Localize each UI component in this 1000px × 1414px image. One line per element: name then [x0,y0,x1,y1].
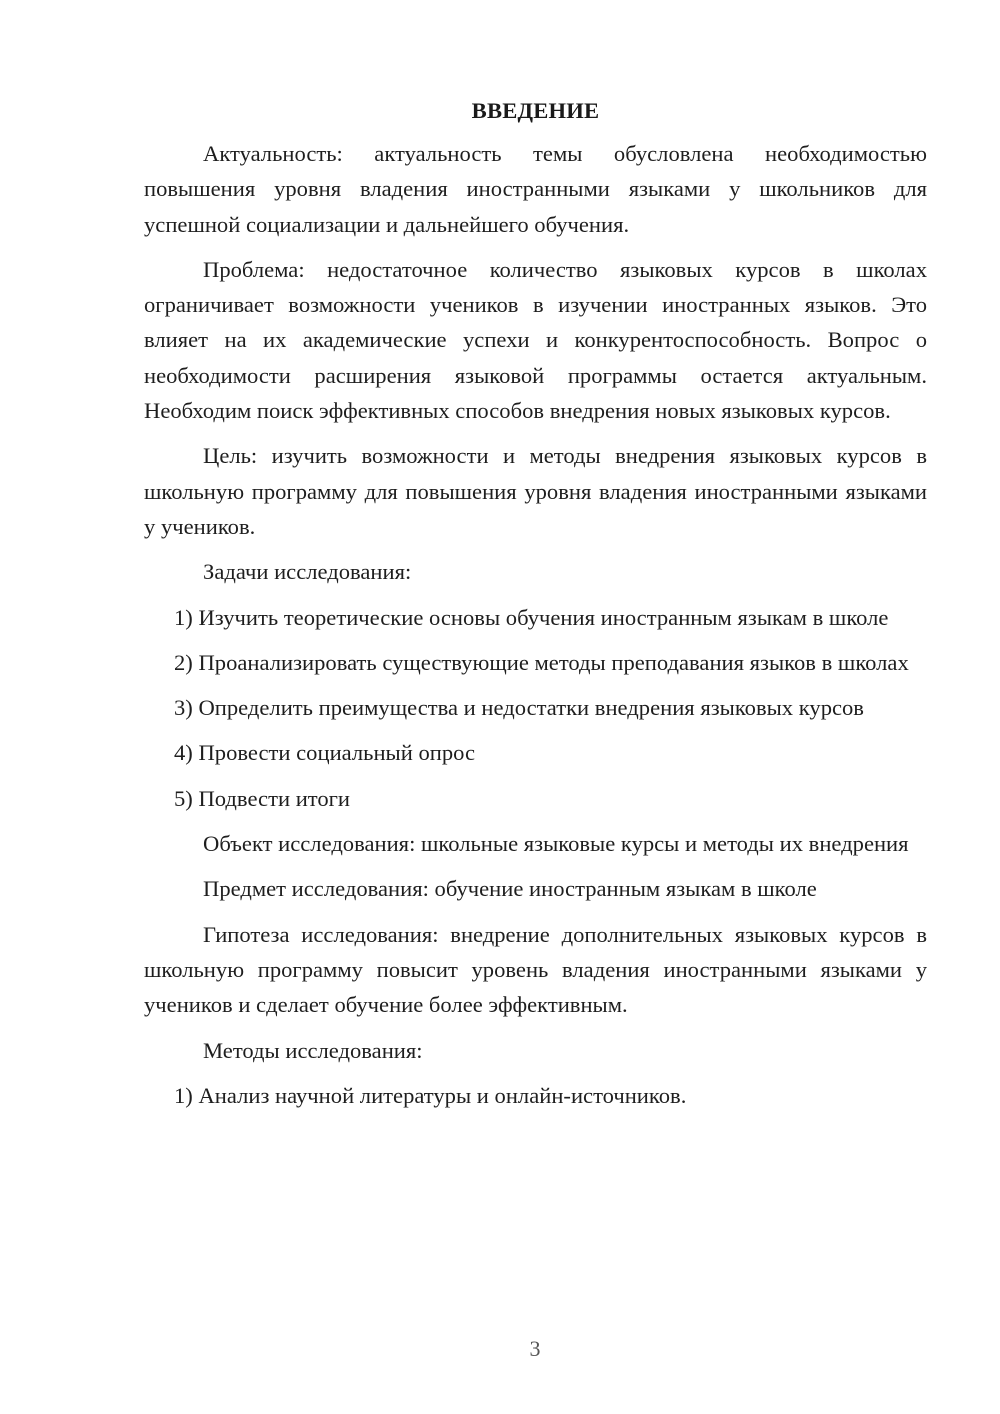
methods-heading: Методы исследования: [203,1037,423,1063]
document-body [144,96,927,1123]
object-paragraph: Объект исследования: школьные языковые курсы и методы их внедрения [203,831,909,857]
page-title: ВВЕДЕНИЕ [471,98,600,123]
page-number: 3 [529,1336,541,1361]
tasks-heading: Задачи исследования: [203,559,412,585]
task-item-3: 3) Определить преимущества и недостатки внедрения языковых курсов [174,695,864,721]
problem-paragraph: Проблема: недостаточное количество языковых курсов в школах ограничивает возможности учеников в изучении иностранных языков. Это влияет на их академические успехи и конкурентоспособность. Вопрос о необходимости расширения языковой программы остается актуальным. Необходим поиск эффективных способов внедрения новых языковых курсов. [144,256,927,424]
task-item-4: 4) Провести социальный опрос [174,740,476,766]
subject-paragraph: Предмет исследования: обучение иностранным языкам в школе [203,876,817,902]
goal-paragraph: Цель: изучить возможности и методы внедрения языковых курсов в школьную программу для повышения уровня владения иностранными языками у учеников. [144,443,927,539]
task-item-2: 2) Проанализировать существующие методы преподавания языков в школах [174,649,909,675]
task-item-1: 1) Изучить теоретические основы обучения иностранным языкам в школе [174,604,889,630]
method-item-1: 1) Анализ научной литературы и онлайн-источников. [174,1082,687,1108]
task-item-5: 5) Подвести итоги [174,785,351,811]
hypothesis-paragraph: Гипотеза исследования: внедрение дополнительных языковых курсов в школьную программу повысит уровень владения иностранными языками у учеников и сделает обучение более эффективным. [144,921,927,1018]
relevance-paragraph: Актуальность: актуальность темы обусловлена необходимостью повышения уровня владения иностранными языками у школьников для успешной социализации и дальнейшего обучения. [144,141,927,237]
